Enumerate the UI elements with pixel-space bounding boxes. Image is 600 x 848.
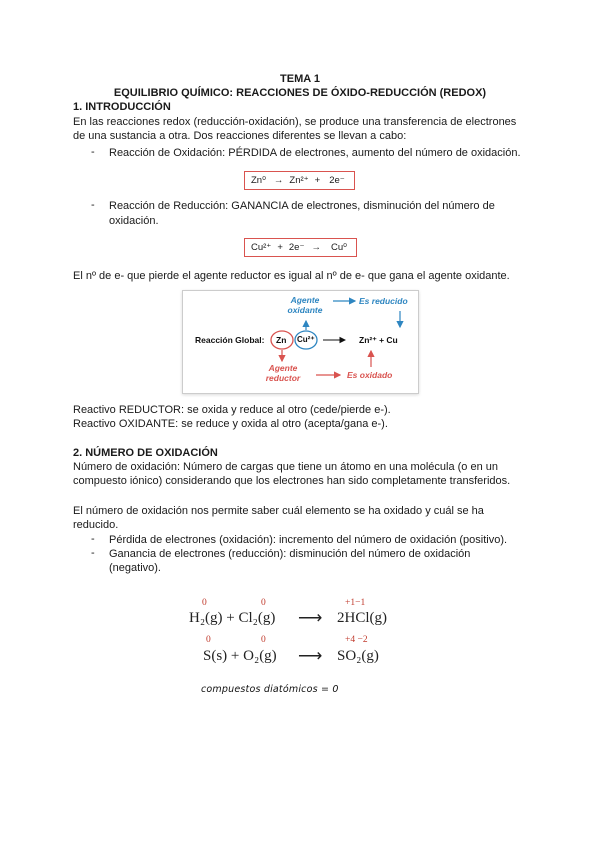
eq-arrow: →	[273, 175, 284, 186]
eq-zn2: Zn²⁺	[289, 175, 309, 186]
eq2-arrow: ⟶	[298, 646, 323, 665]
section2-paragraph-line1: Número de oxidación: Número de cargas que tiene un átomo en una molécula (o en un	[73, 461, 498, 473]
bullet-dash: -	[91, 533, 95, 545]
bullet-dash: -	[91, 146, 95, 158]
bullet-perdida: Pérdida de electrones (oxidación): incremento del número de oxidación (positivo).	[109, 534, 508, 546]
eq2-left: S(s) + O₂(g)	[203, 648, 277, 664]
section1-paragraph-line2: de una sustancia a otra. Dos reacciones diferentes se llevan a cabo:	[73, 130, 407, 142]
handwritten-note: compuestos diatómicos = 0	[201, 684, 339, 695]
cu2-label: Cu²⁺	[297, 335, 315, 344]
eq-zn0: Zn⁰	[251, 175, 266, 186]
bullet-ganancia-line2: (negativo).	[109, 562, 161, 574]
oxidation-equation-box	[244, 171, 355, 190]
eq-cu2: Cu²⁺	[251, 242, 272, 253]
products-label: Zn²⁺ + Cu	[359, 335, 398, 345]
section2-paragraph2-line1: El número de oxidación nos permite saber cuál elemento se ha oxidado y cuál se ha	[73, 505, 484, 517]
section2-paragraph-line2: compuesto iónico) considerando que los electrones han sido completamente transferidos.	[73, 475, 511, 487]
zn-label: Zn	[276, 335, 287, 345]
eq1-ox-cl: 0	[261, 598, 266, 608]
agente-oxidante-label: Agente oxidante	[287, 295, 323, 315]
page-title: EQUILIBRIO QUÍMICO: REACCIONES DE ÓXIDO-REDUCCIÓN (REDOX)	[113, 87, 487, 99]
eq-arrow: →	[311, 242, 321, 253]
tema-label: TEMA 1	[280, 73, 320, 85]
eq1-right: 2HCl(g)	[337, 610, 387, 626]
bullet-reduction-line1: Reacción de Reducción: GANANCIA de electrones, disminución del número de	[109, 200, 495, 212]
eq-plus: +	[277, 242, 283, 253]
eq1-left: H₂(g) + Cl₂(g)	[189, 610, 276, 626]
bullet-dash: -	[91, 547, 95, 559]
section1-paragraph-line1: En las reacciones redox (reducción-oxidación), se produce una transferencia de electrones	[73, 116, 517, 128]
reactivo-oxidante: Reactivo OXIDANTE: se reduce y oxida al otro (acepta/gana e-).	[73, 418, 388, 430]
eq1-ox-h: 0	[202, 598, 207, 608]
eq-electrons: 2e⁻	[329, 175, 345, 186]
redox-diagram	[182, 290, 419, 394]
es-reducido-label: Es reducido	[359, 296, 408, 306]
agente-reductor-label: Agente reductor	[265, 363, 301, 383]
reduction-equation-box	[244, 238, 357, 257]
bullet-reduction-line2: oxidación.	[109, 215, 159, 227]
section2-heading: 2. NÚMERO DE OXIDACIÓN	[73, 447, 218, 459]
bullet-ganancia-line1: Ganancia de electrones (reducción): disminución del número de oxidación	[109, 548, 471, 560]
es-oxidado-label: Es oxidado	[347, 370, 393, 380]
eq-plus: +	[314, 175, 321, 186]
eq2-ox-o: 0	[261, 635, 266, 645]
eq1-ox-hcl: +1−1	[345, 598, 366, 608]
section1-heading: 1. INTRODUCCIÓN	[73, 101, 171, 113]
eq1-arrow: ⟶	[298, 608, 323, 627]
reaccion-global-label: Reacción Global:	[195, 335, 265, 345]
bullet-oxidation: Reacción de Oxidación: PÉRDIDA de electrones, aumento del número de oxidación.	[109, 147, 521, 159]
section2-paragraph2-line2: reducido.	[73, 519, 119, 531]
eq-cu0: Cu⁰	[330, 242, 347, 253]
electron-balance-text: El nº de e- que pierde el agente reductor es igual al nº de e- que gana el agente oxidante.	[73, 270, 510, 282]
eq2-ox-so2: +4 −2	[345, 635, 368, 645]
eq-electrons: 2e⁻	[288, 242, 305, 253]
eq2-ox-s: 0	[206, 635, 211, 645]
bullet-dash: -	[91, 199, 95, 211]
eq2-right: SO₂(g)	[337, 648, 379, 664]
reactivo-reductor: Reactivo REDUCTOR: se oxida y reduce al otro (cede/pierde e-).	[73, 404, 391, 416]
